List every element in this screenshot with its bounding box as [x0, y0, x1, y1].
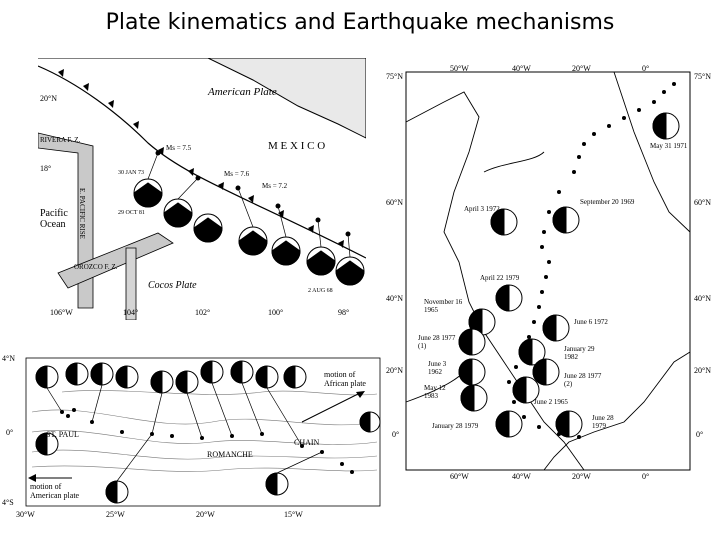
event-label: January 29 1982	[564, 345, 595, 361]
lon-label: 20°W	[572, 64, 591, 73]
chain-label: CHAIN	[294, 438, 320, 447]
african-motion-label	[324, 370, 366, 388]
lon-label: 20°W	[196, 510, 215, 519]
romanche-label: ROMANCHE	[207, 450, 253, 459]
american-motion-label	[30, 482, 79, 500]
e-pacific-rise-label: E. PACIFIC RISE	[78, 188, 86, 239]
lat-label: 0°	[392, 430, 400, 439]
pacific-ocean-label	[40, 208, 68, 230]
event-label: September 20 1969	[580, 198, 635, 206]
pacific-label: Pacific	[40, 208, 68, 219]
lat-label: 4°S	[2, 498, 14, 507]
focal-mechanism-row	[134, 179, 364, 285]
lon-label: 100°	[268, 308, 284, 317]
lat-label: 4°N	[2, 354, 15, 363]
event-label: May 31 1971	[650, 142, 688, 150]
event-label: June 28 1977 (2)	[564, 372, 602, 388]
lat-label: 40°N	[386, 294, 403, 303]
african-motion-line1: motion of	[324, 370, 356, 379]
lon-label: 98°	[338, 308, 350, 317]
lon-label: 0°	[642, 64, 650, 73]
american-motion-line2: American plate	[30, 491, 80, 500]
lon-label: 0°	[642, 472, 650, 481]
mag-label: Ms = 7.5	[166, 144, 192, 152]
lat-label: 75°N	[694, 72, 711, 81]
lat-label: 60°N	[694, 198, 711, 207]
lon-label: 60°W	[450, 472, 469, 481]
lon-label: 40°W	[512, 64, 531, 73]
lat-label: 60°N	[386, 198, 403, 207]
event-label: June 2 1965	[534, 398, 568, 406]
date-label: 30 JAN 73	[118, 170, 145, 176]
lon-label: 104°	[123, 308, 139, 317]
mexico-subduction-map	[38, 58, 366, 320]
lat-label: 20°N	[40, 94, 57, 103]
mag-label: Ms = 7.6	[224, 170, 250, 178]
american-plate-label: American Plate	[208, 86, 277, 98]
lon-label: 40°W	[512, 472, 531, 481]
lon-label: 50°W	[450, 64, 469, 73]
lon-label: 25°W	[106, 510, 125, 519]
lat-label: 0°	[6, 428, 14, 437]
event-label: June 6 1972	[574, 318, 608, 326]
event-label: June 28 1977 (1)	[418, 334, 456, 350]
north-atlantic-map	[384, 62, 718, 484]
event-label: June 28 1979	[592, 414, 614, 430]
event-label: November 16 1965	[424, 298, 463, 314]
ocean-label: Ocean	[40, 219, 66, 230]
lat-label: 18°	[40, 164, 52, 173]
event-label: April 22 1979	[480, 274, 520, 282]
lat-label: 75°N	[386, 72, 403, 81]
mag-label: Ms = 7.2	[262, 182, 288, 190]
rivera-fz-label: RIVERA F. Z.	[40, 136, 81, 144]
lon-label: 20°W	[572, 472, 591, 481]
lat-label: 20°N	[694, 366, 711, 375]
event-label: May 12 1983	[424, 384, 446, 400]
american-motion-line1: motion of	[30, 482, 62, 491]
orozco-fz-label: OROZCO F. Z.	[74, 263, 118, 271]
st-paul-label: ST. PAUL	[46, 430, 79, 439]
lon-label: 15°W	[284, 510, 303, 519]
equatorial-atlantic-map	[2, 352, 384, 524]
slide-title: Plate kinematics and Earthquake mechanisms	[105, 10, 615, 35]
cocos-plate-label: Cocos Plate	[148, 280, 197, 291]
lat-label: 20°N	[386, 366, 403, 375]
event-label: January 28 1979	[432, 422, 479, 430]
lon-label: 106°W	[50, 308, 73, 317]
date-label: 29 OCT 81	[118, 210, 145, 216]
lon-label: 102°	[195, 308, 211, 317]
event-label: June 3 1962	[428, 360, 447, 376]
lon-label: 30°W	[16, 510, 35, 519]
lat-label: 0°	[696, 430, 704, 439]
event-label: April 3 1972	[464, 205, 500, 213]
african-motion-line2: African plate	[324, 379, 366, 388]
mexico-label: M E X I C O	[268, 140, 326, 152]
lat-label: 40°N	[694, 294, 711, 303]
date-label: 2 AUG 68	[308, 288, 333, 294]
